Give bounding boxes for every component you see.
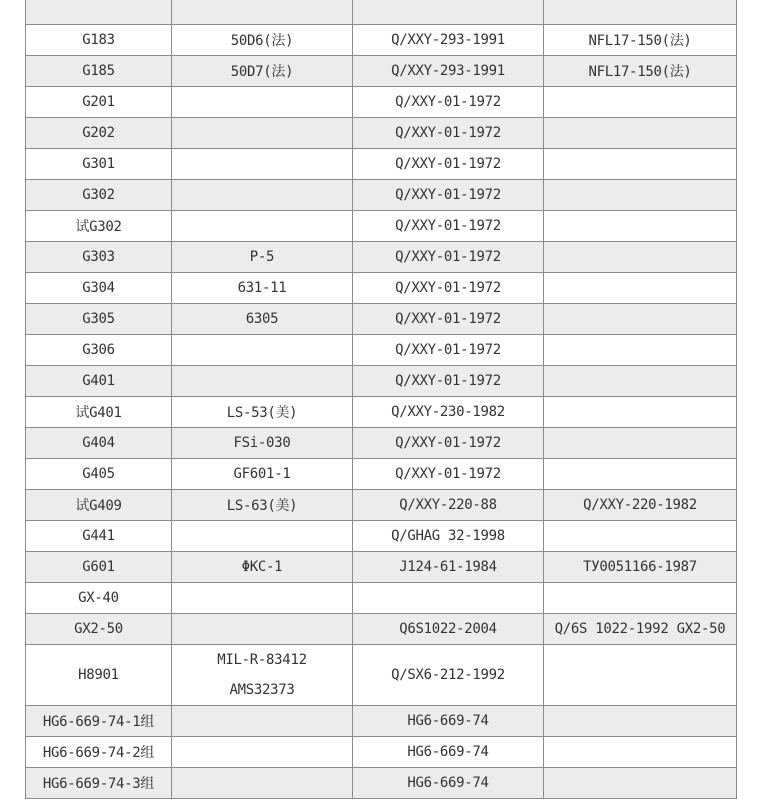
standard-cell: Q/XXY-01-1972	[353, 118, 544, 149]
domestic-grade-cell	[172, 706, 353, 737]
standard-cell	[353, 583, 544, 614]
foreign-standard-cell	[544, 273, 737, 304]
domestic-grade-cell: FSi-030	[172, 428, 353, 459]
domestic-grade-line: AMS32373	[229, 682, 295, 698]
foreign-standard-cell	[544, 242, 737, 273]
foreign-standard-cell	[544, 645, 737, 706]
domestic-grade-cell	[172, 0, 353, 25]
standard-cell: Q/XXY-01-1972	[353, 242, 544, 273]
domestic-grade-line: MIL-R-83412	[217, 652, 307, 668]
domestic-grade-cell	[172, 211, 353, 242]
table-row	[26, 552, 737, 583]
table-row	[26, 397, 737, 428]
table-row	[26, 149, 737, 180]
domestic-grade-cell: 631-11	[172, 273, 353, 304]
grade-cell	[26, 0, 172, 25]
standard-cell: Q/XXY-01-1972	[353, 366, 544, 397]
table-row	[26, 118, 737, 149]
foreign-standard-cell	[544, 149, 737, 180]
foreign-standard-cell	[544, 397, 737, 428]
foreign-standard-cell	[544, 428, 737, 459]
standard-cell	[353, 0, 544, 25]
table-row	[26, 645, 737, 706]
standard-cell: J124-61-1984	[353, 552, 544, 583]
domestic-grade-cell	[172, 180, 353, 211]
foreign-standard-cell	[544, 459, 737, 490]
domestic-grade-cell	[172, 87, 353, 118]
table-row	[26, 706, 737, 737]
standard-cell: Q/XXY-01-1972	[353, 335, 544, 366]
table-row	[26, 211, 737, 242]
domestic-grade-cell: GF601-1	[172, 459, 353, 490]
standard-cell: Q/XXY-01-1972	[353, 149, 544, 180]
grade-cell: G441	[26, 521, 172, 552]
grade-cell: HG6-669-74-3组	[26, 768, 172, 799]
grade-cell: GX-40	[26, 583, 172, 614]
grade-cell: G304	[26, 273, 172, 304]
foreign-standard-cell	[544, 87, 737, 118]
table-row	[26, 490, 737, 521]
domestic-grade-cell: P-5	[172, 242, 353, 273]
standard-cell: Q/XXY-293-1991	[353, 25, 544, 56]
grade-cell: H8901	[26, 645, 172, 706]
grade-cell: G305	[26, 304, 172, 335]
domestic-grade-cell	[172, 645, 353, 706]
table-row	[26, 180, 737, 211]
table-row	[26, 304, 737, 335]
foreign-standard-cell	[544, 335, 737, 366]
grade-cell: G202	[26, 118, 172, 149]
table-row	[26, 242, 737, 273]
grade-cell: HG6-669-74-2组	[26, 737, 172, 768]
table-row	[26, 428, 737, 459]
foreign-standard-cell	[544, 211, 737, 242]
domestic-grade-cell: ΦKC-1	[172, 552, 353, 583]
table-row	[26, 273, 737, 304]
foreign-standard-cell: NFL17-150(法)	[544, 25, 737, 56]
foreign-standard-cell: Q/6S 1022-1992 GX2-50	[544, 614, 737, 645]
table-row	[26, 768, 737, 799]
table-row	[26, 87, 737, 118]
standard-cell: Q/XXY-01-1972	[353, 180, 544, 211]
foreign-standard-cell	[544, 118, 737, 149]
table-row	[26, 0, 737, 25]
foreign-standard-cell	[544, 768, 737, 799]
domestic-grade-cell: 50D6(法)	[172, 25, 353, 56]
grade-cell: HG6-669-74-1组	[26, 706, 172, 737]
foreign-standard-cell: ТУ0051166-1987	[544, 552, 737, 583]
domestic-grade-cell: 50D7(法)	[172, 56, 353, 87]
grade-cell: G301	[26, 149, 172, 180]
table-row	[26, 614, 737, 645]
standard-cell: HG6-669-74	[353, 768, 544, 799]
standard-cell: Q/XXY-01-1972	[353, 304, 544, 335]
standard-cell: Q/XXY-293-1991	[353, 56, 544, 87]
domestic-grade-cell	[172, 335, 353, 366]
grade-cell: G601	[26, 552, 172, 583]
grade-standards-table	[25, 0, 737, 799]
standard-cell: Q/XXY-220-88	[353, 490, 544, 521]
grade-cell: 试G409	[26, 490, 172, 521]
domestic-grade-cell	[172, 737, 353, 768]
domestic-grade-cell: 6305	[172, 304, 353, 335]
foreign-standard-cell	[544, 366, 737, 397]
grade-cell: G303	[26, 242, 172, 273]
domestic-grade-cell: LS-53(美)	[172, 397, 353, 428]
domestic-grade-cell: LS-63(美)	[172, 490, 353, 521]
grade-cell: G302	[26, 180, 172, 211]
domestic-grade-cell	[172, 521, 353, 552]
foreign-standard-cell	[544, 521, 737, 552]
grade-cell: G185	[26, 56, 172, 87]
foreign-standard-cell: Q/XXY-220-1982	[544, 490, 737, 521]
standard-cell: Q6S1022-2004	[353, 614, 544, 645]
standard-cell: HG6-669-74	[353, 706, 544, 737]
foreign-standard-cell	[544, 737, 737, 768]
domestic-grade-cell	[172, 149, 353, 180]
grade-cell: G183	[26, 25, 172, 56]
grade-cell: GX2-50	[26, 614, 172, 645]
grade-cell: G405	[26, 459, 172, 490]
standard-cell: Q/XXY-01-1972	[353, 211, 544, 242]
table-row	[26, 521, 737, 552]
table-row	[26, 737, 737, 768]
grade-cell: 试G401	[26, 397, 172, 428]
standard-cell: Q/XXY-230-1982	[353, 397, 544, 428]
domestic-grade-cell	[172, 583, 353, 614]
standard-cell: Q/XXY-01-1972	[353, 273, 544, 304]
grade-cell: 试G302	[26, 211, 172, 242]
foreign-standard-cell	[544, 583, 737, 614]
table-row	[26, 583, 737, 614]
standard-cell: Q/SX6-212-1992	[353, 645, 544, 706]
table-row	[26, 335, 737, 366]
grade-cell: G306	[26, 335, 172, 366]
foreign-standard-cell	[544, 706, 737, 737]
foreign-standard-cell	[544, 304, 737, 335]
grade-cell: G201	[26, 87, 172, 118]
domestic-grade-cell	[172, 118, 353, 149]
standard-cell: Q/XXY-01-1972	[353, 459, 544, 490]
standard-cell: Q/GHAG 32-1998	[353, 521, 544, 552]
table-row	[26, 56, 737, 87]
table-row	[26, 366, 737, 397]
foreign-standard-cell: NFL17-150(法)	[544, 56, 737, 87]
foreign-standard-cell	[544, 0, 737, 25]
grade-cell: G404	[26, 428, 172, 459]
standard-cell: Q/XXY-01-1972	[353, 428, 544, 459]
domestic-grade-cell	[172, 614, 353, 645]
table-row	[26, 25, 737, 56]
standard-cell: HG6-669-74	[353, 737, 544, 768]
domestic-grade-cell	[172, 366, 353, 397]
foreign-standard-cell	[544, 180, 737, 211]
table-row	[26, 459, 737, 490]
grade-cell: G401	[26, 366, 172, 397]
domestic-grade-cell	[172, 768, 353, 799]
standard-cell: Q/XXY-01-1972	[353, 87, 544, 118]
